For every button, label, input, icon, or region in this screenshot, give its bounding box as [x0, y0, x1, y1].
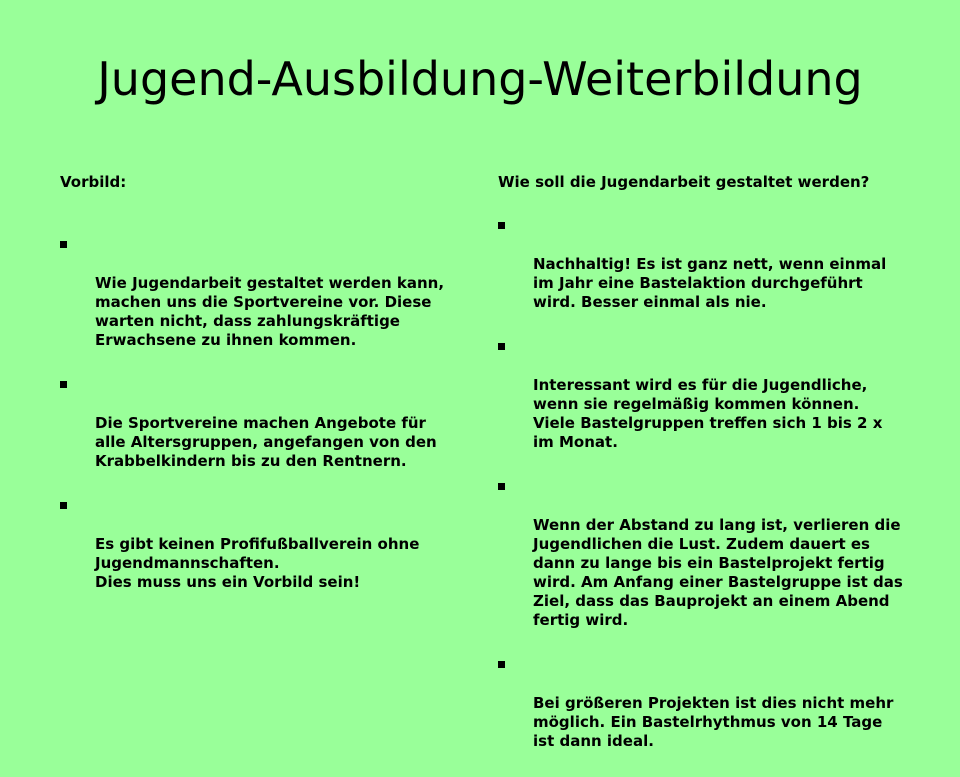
list-item-text: Wenn der Abstand zu lang ist, verlieren die Jugendlichen die Lust. Zudem dauert es dann zu lange bis ein Bastelprojekt fertig wird. Am Anfang einer Bastelgruppe ist das Ziel, dass das Bauprojekt an einem Abend fertig wird.: [533, 516, 903, 629]
list-item: [498, 478, 903, 649]
list-item-text: Interessant wird es für die Jugendliche, wenn sie regelmäßig kommen können. Viele Bastelgruppen treffen sich 1 bis 2 x im Monat.: [533, 376, 883, 451]
list-item-text: Nachhaltig! Es ist ganz nett, wenn einmal im Jahr eine Bastelaktion durchgeführt wird. Besser einmal als nie.: [533, 255, 887, 311]
slide-title: Jugend-Ausbildung-Weiterbildung: [97, 52, 863, 106]
left-column: [60, 173, 460, 618]
list-item-text: Es gibt keinen Profifußballverein ohne Jugendmannschaften. Dies muss uns ein Vorbild sein!: [95, 535, 420, 591]
square-bullet-icon: [498, 661, 505, 668]
right-bullet-list: [498, 217, 903, 770]
list-item-text: Die Sportvereine machen Angebote für alle Altersgruppen, angefangen von den Krabbelkindern bis zu den Rentnern.: [95, 414, 437, 470]
square-bullet-icon: [498, 222, 505, 229]
list-item-text: Bei größeren Projekten ist dies nicht mehr möglich. Ein Bastelrhythmus von 14 Tage ist dann ideal.: [533, 694, 894, 750]
square-bullet-icon: [60, 502, 67, 509]
square-bullet-icon: [60, 381, 67, 388]
list-item: [498, 656, 903, 770]
left-column-heading: Vorbild:: [60, 173, 127, 191]
list-item: [498, 217, 903, 331]
list-item: [498, 338, 903, 471]
list-item: [60, 236, 460, 369]
list-item-text: Wie Jugendarbeit gestaltet werden kann, machen uns die Sportvereine vor. Diese warten nicht, dass zahlungskräftige Erwachsene zu ihnen kommen.: [95, 274, 445, 349]
list-item: [60, 497, 460, 611]
list-item: [60, 376, 460, 490]
square-bullet-icon: [498, 483, 505, 490]
left-bullet-list: [60, 236, 460, 611]
right-column-heading: Wie soll die Jugendarbeit gestaltet werden?: [498, 173, 870, 191]
square-bullet-icon: [498, 343, 505, 350]
square-bullet-icon: [60, 241, 67, 248]
right-column: [498, 173, 903, 777]
